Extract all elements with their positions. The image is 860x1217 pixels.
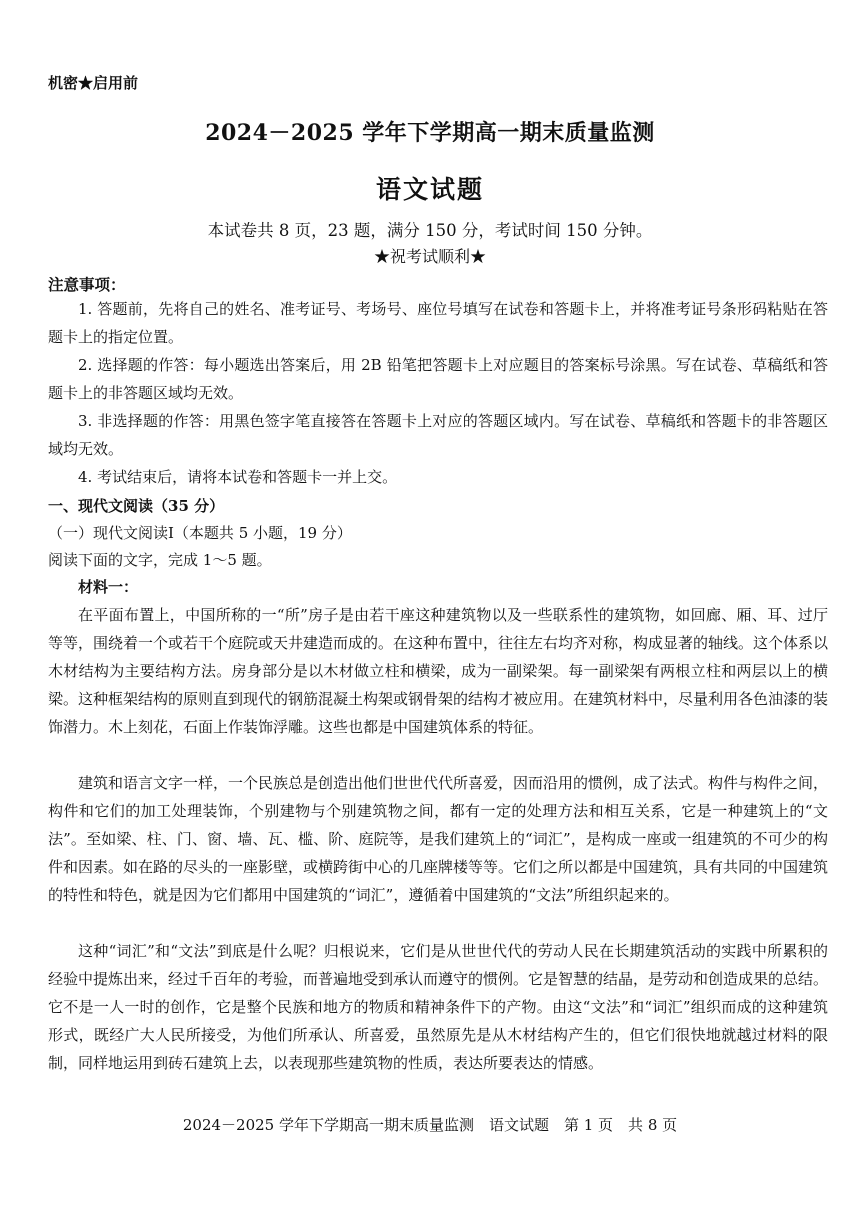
passage-paragraph-2: 建筑和语言文字一样，一个民族总是创造出他们世世代代所喜爱，因而沿用的惯例，成了法式。构件与构件之间，构件和它们的加工处理装饰，个别建物与个别建筑物之间，都有一定的处理方法和相互关系，它是一种建筑上的“文法”。至如梁、柱、门、窗、墙、瓦、槛、阶、庭院等，是我们建筑上的“词汇”，是构成一座或一组建筑的不可少的构件和因素。如在路的尽头的一座影壁，或横跨街中心的几座牌楼等等。它们之所以都是中国建筑，具有共同的中国建筑的特性和特色，就是因为它们都用中国建筑的“词汇”，遵循着中国建筑的“文法”所组织起来的。 [48,774,829,904]
page-footer: 2024－2025 学年下学期高一期末质量监测 语文试题 第 1 页 共 8 页 [182,1116,678,1134]
section-sub-heading: （一）现代文阅读Ⅰ（本题共 5 小题，19 分） [48,524,352,542]
note-item-3: 3. 非选择题的作答：用黑色签字笔直接答在答题卡上对应的答题区域内。写在试卷、草稿纸和答题卡的非答题区域均无效。 [48,412,828,458]
note-item-4: 4. 考试结束后，请将本试卷和答题卡一并上交。 [78,468,398,486]
material-label: 材料一： [78,578,139,596]
good-luck-line: ★祝考试顺利★ [373,247,486,266]
exam-title: 2024－2025 学年下学期高一期末质量监测 [205,120,655,146]
passage-paragraph-3: 这种“词汇”和“文法”到底是什么呢？归根说来，它们是从世世代代的劳动人民在长期建筑活动的实践中所累积的经验中提炼出来，经过千百年的考验，而普遍地受到承认而遵守的惯例。它是智慧的结晶，是劳动和创造成果的总结。它不是一人一时的创作，它是整个民族和地方的物质和精神条件下的产物。由这“文法”和“词汇”组织而成的这种建筑形式，既经广大人民所接受，为他们所承认、所喜爱，虽然原先是从木材结构产生的，但它们很快地就越过材料的限制，同样地运用到砖石建筑上去，以表现那些建筑物的性质，表达所要表达的情感。 [48,942,829,1072]
passage-paragraph-1: 在平面布置上，中国所称的一“所”房子是由若干座这种建筑物以及一些联系性的建筑物，如回廊、厢、耳、过厅等等，围绕着一个或若干个庭院或天井建造而成的。在这种布置中，往往左右均齐对称，构成显著的轴线。这个体系以木材结构为主要结构方法。房身部分是以木材做立柱和横梁，成为一副梁架。每一副梁架有两根立柱和两层以上的横梁。这种框架结构的原则直到现代的钢筋混凝土构架或钢骨架的结构才被应用。在建筑材料中，尽量利用各色油漆的装饰潜力。木上刻花，石面上作装饰浮雕。这些也都是中国建筑体系的特征。 [48,606,829,736]
section-instruction: 阅读下面的文字，完成 1～5 题。 [48,551,272,569]
note-item-1: 1. 答题前，先将自己的姓名、准考证号、考场号、座位号填写在试卷和答题卡上，并将准考证号条形码粘贴在答题卡上的指定位置。 [48,300,828,346]
subject-title: 语文试题 [375,175,484,204]
notes-heading: 注意事项： [48,275,126,294]
note-item-2: 2. 选择题的作答：每小题选出答案后，用 2B 铅笔把答题卡上对应题目的答案标号涂黑。写在试卷、草稿纸和答题卡上的非答题区域均无效。 [48,356,828,402]
exam-info: 本试卷共 8 页，23 题，满分 150 分，考试时间 150 分钟。 [207,221,653,240]
confidential-label: 机密★启用前 [48,74,139,92]
section-heading: 一、现代文阅读（35 分） [48,497,225,515]
